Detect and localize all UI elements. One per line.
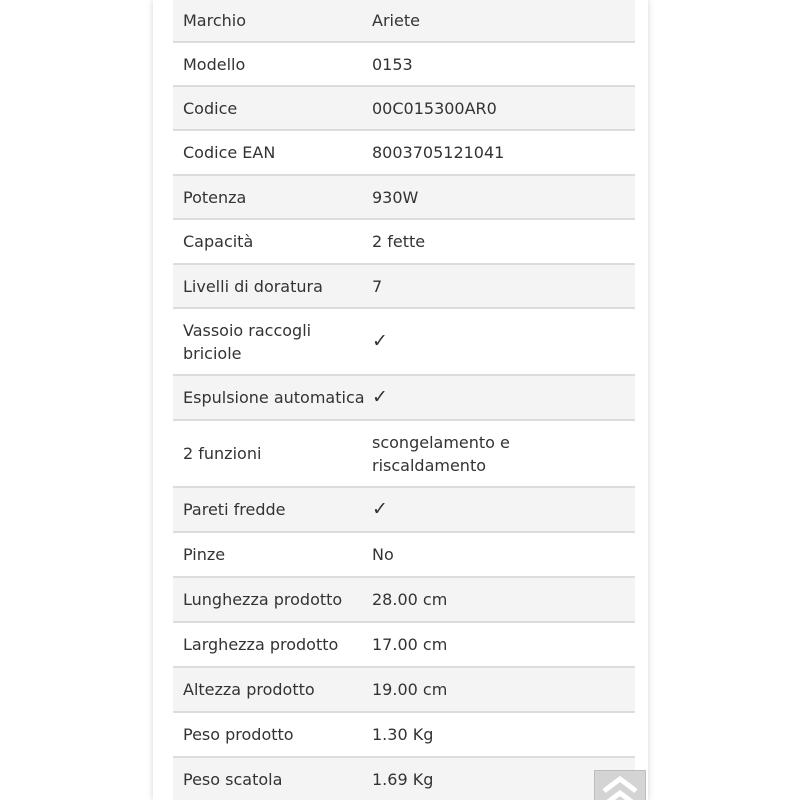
spec-row-power	[173, 176, 635, 220]
spec-label: Livelli di doratura	[183, 276, 323, 296]
checkmark-icon: ✓	[372, 498, 388, 520]
spec-label: Lunghezza prodotto	[183, 590, 343, 609]
spec-label: Pareti fredde	[183, 500, 286, 519]
spec-row-model	[173, 43, 635, 87]
spec-row-brand	[173, 0, 635, 43]
spec-value: 1.69 Kg	[372, 770, 434, 789]
spec-value: 0153	[372, 54, 413, 74]
spec-row-crumb-tray	[173, 309, 635, 376]
spec-value: 17.00 cm	[372, 635, 448, 654]
spec-value: scongelamento e riscaldamento	[372, 432, 510, 475]
spec-label: 2 funzioni	[183, 444, 262, 463]
spec-row-length	[173, 578, 635, 623]
spec-label: Potenza	[183, 187, 247, 207]
spec-row-width	[173, 623, 635, 668]
spec-value: 930W	[372, 187, 419, 207]
spec-label: Larghezza prodotto	[183, 635, 339, 654]
spec-row-code	[173, 87, 635, 131]
double-chevron-up-icon	[595, 771, 645, 800]
spec-label: Vassoio raccogli briciole	[183, 320, 312, 363]
product-spec-panel	[153, 0, 648, 800]
spec-label: Modello	[183, 54, 246, 74]
spec-label: Pinze	[183, 545, 226, 564]
spec-row-cool-walls	[173, 488, 635, 533]
spec-label: Peso prodotto	[183, 725, 294, 744]
spec-label: Capacità	[183, 232, 254, 251]
spec-row-ean	[173, 131, 635, 176]
spec-value: 28.00 cm	[372, 590, 448, 609]
spec-value: 8003705121041	[372, 143, 505, 162]
spec-row-browning-levels	[173, 265, 635, 309]
spec-row-capacity	[173, 220, 635, 265]
checkmark-icon: ✓	[372, 330, 388, 352]
spec-row-auto-eject	[173, 376, 635, 421]
spec-row-box-weight	[173, 758, 635, 800]
spec-table	[173, 0, 635, 800]
spec-value: No	[372, 545, 394, 564]
scroll-to-top-button[interactable]	[594, 770, 646, 800]
spec-value: 19.00 cm	[372, 680, 448, 699]
spec-value: 1.30 Kg	[372, 725, 434, 744]
spec-label: Codice EAN	[183, 143, 276, 162]
spec-label: Marchio	[183, 10, 247, 30]
spec-row-product-weight	[173, 713, 635, 758]
spec-value: Ariete	[372, 10, 420, 30]
spec-label: Peso scatola	[183, 770, 283, 789]
spec-row-height	[173, 668, 635, 713]
spec-value: 00C015300AR0	[372, 98, 497, 118]
spec-label: Altezza prodotto	[183, 680, 315, 699]
spec-row-functions	[173, 421, 635, 488]
spec-value: 7	[372, 276, 383, 296]
spec-row-tongs	[173, 533, 635, 578]
checkmark-icon: ✓	[372, 386, 388, 408]
spec-label: Codice	[183, 98, 238, 118]
spec-value: 2 fette	[372, 232, 426, 251]
spec-label: Espulsione automatica	[183, 388, 365, 407]
